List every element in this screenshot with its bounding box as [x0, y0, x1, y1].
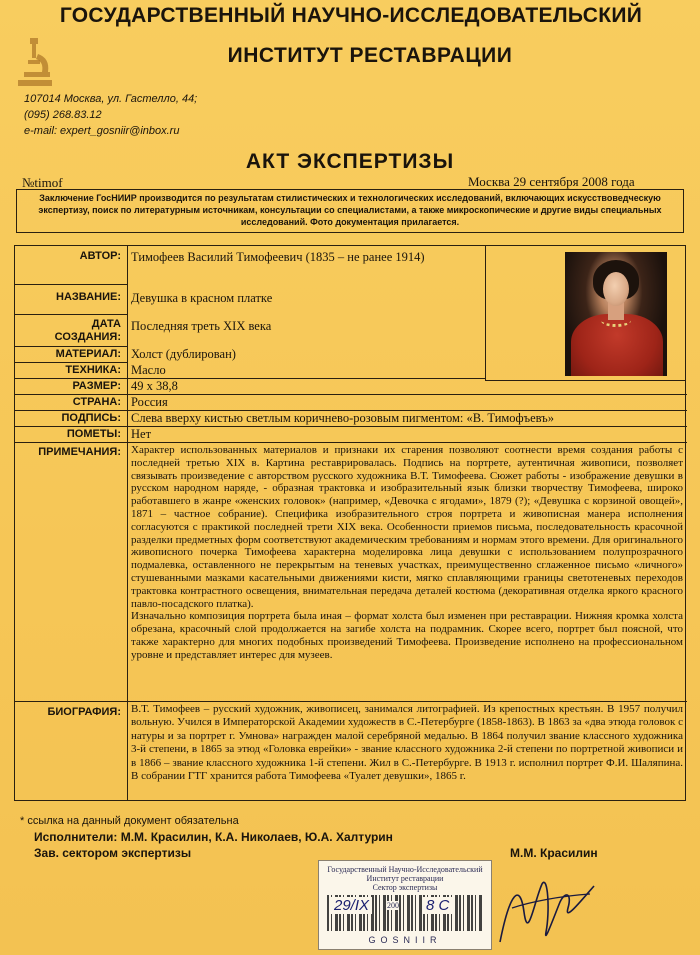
- attributes-table: [14, 245, 686, 801]
- title-label: НАЗВАНИЕ:: [56, 291, 121, 303]
- email: e-mail: expert_gosniir@inbox.ru: [24, 125, 180, 137]
- material-value: Холст (дублирован): [131, 347, 236, 361]
- date-value: Последняя треть XIX века: [131, 319, 272, 333]
- bio-text: В.Т. Тимофеев – русский художник, живописец, занимался литографией. Из крепостных крестьян. В 1957 получил вольную. Учился в Императорской Академии художеств в С.-Петербурге (1858-1863). В 1863 за «два этюда головок с натуры и за портрет г. Умнова» награжден малой серебряной медалью. В 1864 получил звание классного художника 3-й степени, в 1865 за этюд «Головка еврейки» - звание классного художника 2-й степени по портретной живописи и в 1866 – звание классного художника 1-й степени. Жил в С.-Петербурге. В 1913 г. исполнил портрет Ф.И. Шаляпина. В собрании ГТГ хранится работа Тимофеева «Туалет девушки», 1865 г.: [131, 703, 683, 783]
- country-value: Россия: [131, 395, 168, 409]
- photo-frame-left: [485, 246, 486, 380]
- notes-text: [131, 444, 683, 662]
- author-value: Тимофеев Василий Тимофеевич (1835 – не ранее 1914): [131, 250, 425, 264]
- address: 107014 Москва, ул. Гастелло, 44;: [24, 93, 198, 105]
- technique-label: ТЕХНИКА:: [65, 364, 121, 376]
- handwritten-signature: [490, 872, 600, 952]
- stamp-number: 8 С: [423, 897, 452, 914]
- size-label: РАЗМЕР:: [72, 380, 121, 392]
- head-name: М.М. Красилин: [510, 846, 598, 860]
- notes-paragraph-2: Изначально композиция портрета была иная – формат холста был изменен при реставрации. Нижняя кромка холста обрезана, красочный слой продолжается на загибе холста на подрамник. Скорее всего, портрет был поясной, что также характерно для многих подобных произведений Тимофеева. Произведение исполнено на профессиональном уровне и представляет интерес для музеев.: [131, 610, 683, 661]
- stamp-year: 200: [387, 901, 399, 910]
- registration-stamp: [318, 860, 492, 950]
- head-label: Зав. сектором экспертизы: [34, 846, 192, 860]
- date-label-1: ДАТА: [91, 318, 121, 330]
- marks-value: Нет: [131, 427, 152, 441]
- city-date: Москва 29 сентября 2008 года: [468, 174, 635, 189]
- bio-label: БИОГРАФИЯ:: [47, 706, 121, 718]
- institute-name-line1: ГОСУДАРСТВЕННЫЙ НАУЧНО-ИССЛЕДОВАТЕЛЬСКИЙ: [59, 4, 643, 27]
- technique-value: Масло: [131, 363, 166, 377]
- row-separator: [15, 346, 127, 347]
- document-title: АКТ ЭКСПЕРТИЗЫ: [245, 150, 455, 173]
- microscope-icon: [12, 34, 56, 88]
- row-separator: [15, 284, 127, 285]
- stamp-line3: Сектор экспертизы: [372, 883, 438, 892]
- document-number: №timof: [22, 175, 63, 190]
- stamp-line2: Институт реставрации: [366, 874, 444, 883]
- marks-label: ПОМЕТЫ:: [66, 428, 121, 440]
- painting-photo: [565, 252, 667, 376]
- footnote-mark: *: [20, 815, 25, 827]
- stamp-header: [323, 865, 487, 892]
- row-separator: [15, 426, 687, 427]
- photo-frame-bottom: [485, 380, 685, 381]
- row-separator: [15, 378, 485, 379]
- row-separator: [15, 362, 127, 363]
- stamp-line1: Государственный Научно-Исследовательский: [327, 865, 483, 874]
- performers: Исполнители: М.М. Красилин, К.А. Николаев, Ю.А. Халтурин: [34, 830, 393, 844]
- row-separator: [15, 394, 687, 395]
- country-label: СТРАНА:: [72, 396, 121, 408]
- title-value: Девушка в красном платке: [131, 291, 273, 305]
- institute-name-line2: ИНСТИТУТ РЕСТАВРАЦИИ: [227, 44, 513, 67]
- signature-label: ПОДПИСЬ:: [61, 412, 121, 424]
- notes-paragraph-1: Характер использованных материалов и признаки их старения позволяют соотнести время создания работы с последней третью XIX в. Картина реставрировалась. Подпись на портрете, аутентичная живописи, позволяет связывать произведение с авторством русского художника В.Т. Тимофеева. Сюжет работы - изображение девушки в русском народном наряде, - образная трактовка и изобразительный язык близки творчеству Тимофеева, широко работавшего в жанре «женских головок» (например, «Девочка с ягодами», 1879 (?); «Девушка с корзиной овощей», 1871 – частное собрание). Специфика изобразительного строя портрета и живописная манера исполнения согласуются с практикой последней трети XIX века. Особенности приемов письма, последовательность красочной разделки предметных форм соответствуют академическим требованиям и нормам этого времени. Для оригинального живописного почерка Тимофеева характерна моделировка лица девушки с использованием полупрозрачного подмалевка, оставленного не перекрытым на теневых участках, преимущественно сглаженное письмо «личного» стушеванными мазками касательными движениями кисти, мягко сплавляющими границы светотеневых переходов трактовка контрастного освещения, внимательная передача деталей костюма (декоративная отделка яркого красного павло-посадского платка).: [131, 444, 683, 610]
- footnote: [20, 815, 239, 827]
- row-separator: [15, 314, 127, 315]
- intro-box: Заключение ГосНИИР производится по результатам стилистических и технологических исследований, включающих искусствоведческую экспертизу, поиск по литературным источникам, консультации со специалистами, а также микроскопические и другие виды специальных исследований. Фото документация прилагается.: [16, 189, 684, 233]
- size-value: 49 х 38,8: [131, 379, 178, 393]
- row-separator: [15, 442, 687, 443]
- phone: (095) 268.83.12: [24, 109, 102, 121]
- date-label-2: СОЗДАНИЯ:: [54, 331, 121, 343]
- author-label: АВТОР:: [79, 250, 121, 262]
- stamp-date: 29/IX: [331, 897, 372, 914]
- row-separator: [15, 701, 687, 702]
- signature-value: Слева вверху кистью светлым коричнево-розовым пигментом: «В. Тимофъевъ»: [131, 411, 554, 425]
- notes-label: ПРИМЕЧАНИЯ:: [38, 446, 121, 458]
- stamp-bottom: GOSNIIR: [368, 935, 442, 945]
- material-label: МАТЕРИАЛ:: [55, 348, 121, 360]
- column-divider: [127, 246, 128, 800]
- footnote-text: ссылка на данный документ обязательна: [27, 815, 239, 827]
